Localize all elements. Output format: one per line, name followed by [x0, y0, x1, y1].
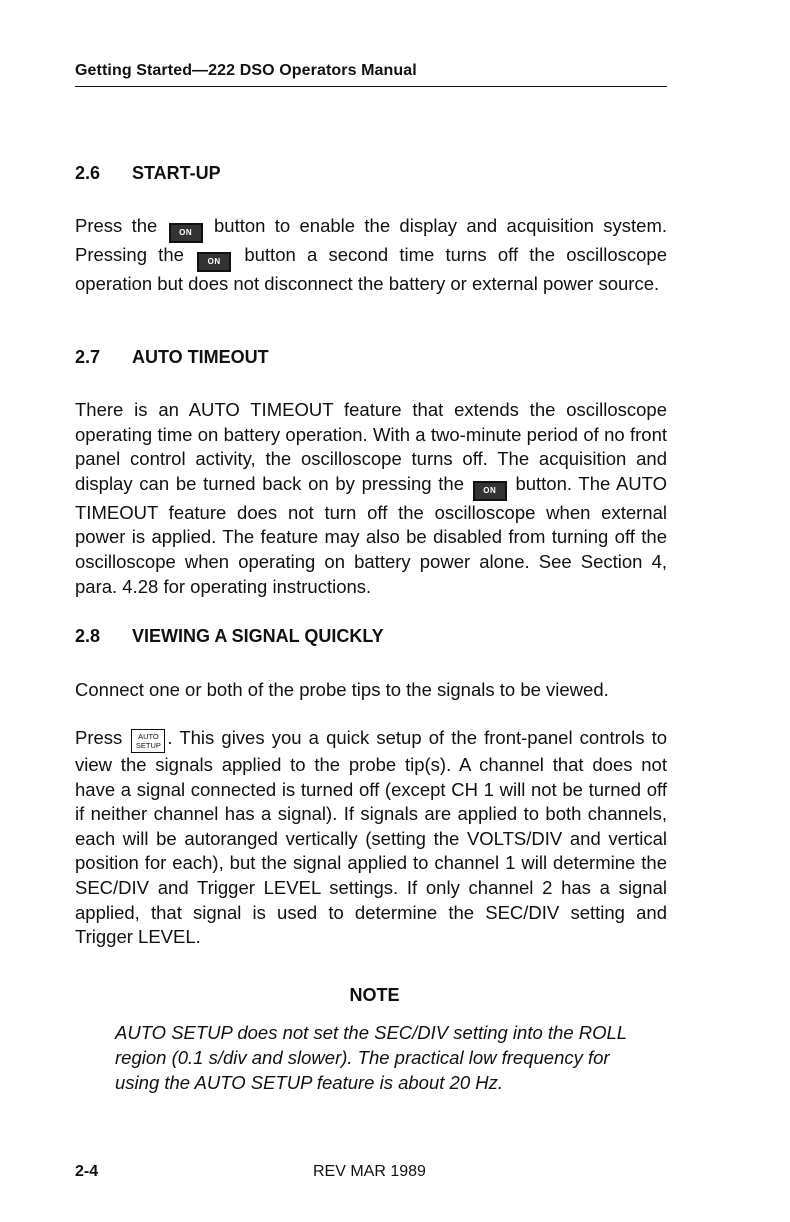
section-number: 2.7 — [75, 347, 101, 367]
key-label: AUTO — [138, 732, 159, 741]
page-number: 2-4 — [75, 1163, 99, 1180]
section-title: VIEWING A SIGNAL QUICKLY — [132, 626, 384, 646]
connect-probe-paragraph — [75, 678, 667, 703]
text-run: Connect one or both of the probe tips to the signals to be viewed. — [75, 679, 609, 700]
auto-timeout-paragraph — [75, 398, 667, 599]
text-run: There is an AUTO TIMEOUT feature that extends the oscilloscope operating time on battery operation. With a two-minute period of no front panel control activity, the oscilloscope turns off. The acquisition and display can be turned back on by pressing the — [75, 399, 667, 494]
section-title: START-UP — [132, 163, 221, 183]
startup-paragraph — [75, 214, 667, 297]
section-number: 2.8 — [75, 626, 101, 646]
section-number: 2.6 — [75, 163, 101, 183]
section-heading-2-7 — [75, 347, 269, 368]
auto-setup-paragraph — [75, 726, 667, 950]
text-run: button a second time turns off the oscilloscope operation but does not disconnect the battery or external power source. — [75, 244, 667, 294]
note-title: NOTE — [349, 985, 400, 1005]
section-heading-2-8 — [75, 626, 384, 647]
text-run: Press — [75, 727, 123, 748]
running-header: Getting Started—222 DSO Operators Manual — [75, 62, 667, 87]
section-title: AUTO TIMEOUT — [132, 347, 269, 367]
key-label: SETUP — [135, 741, 161, 750]
on-button-icon: ON — [169, 223, 203, 243]
note-body: AUTO SETUP does not set the SEC/DIV setting into the ROLL region (0.1 s/div and slower). The practical low frequency for using the AUTO SETUP feature is about 20 Hz. — [115, 1022, 627, 1093]
text-run: Press the — [75, 215, 158, 236]
section-heading-2-6 — [75, 163, 221, 184]
on-button-icon: ON — [197, 252, 231, 272]
revision-date: REV MAR 1989 — [313, 1163, 426, 1180]
text-run: button to enable the display and acquisition system. Pressing the — [75, 215, 668, 265]
text-run: . This gives you a quick setup of the front-panel controls to view the signals applied to the probe tip(s). A channel that does not have a signal connected is turned off (except CH 1 will not be turned off if neither channel has a signal). If signals are applied to both channels, each will be autoranged vertically (setting the VOLTS/DIV and vertical position for each), but the signal applied to channel 1 will determine the SEC/DIV and Trigger LEVEL settings. If only channel 2 has a signal applied, that signal is used to determine the SEC/DIV setting and Trigger LEVEL. — [75, 727, 668, 948]
text-run: button. The AUTO TIMEOUT feature does not turn off the oscilloscope when external power is applied. The feature may also be disabled from turning off the oscilloscope when operating on battery power alone. See Section 4, para. 4.28 for operating instructions. — [75, 472, 668, 597]
on-button-icon: ON — [473, 481, 507, 501]
auto-setup-button-icon — [131, 729, 165, 753]
